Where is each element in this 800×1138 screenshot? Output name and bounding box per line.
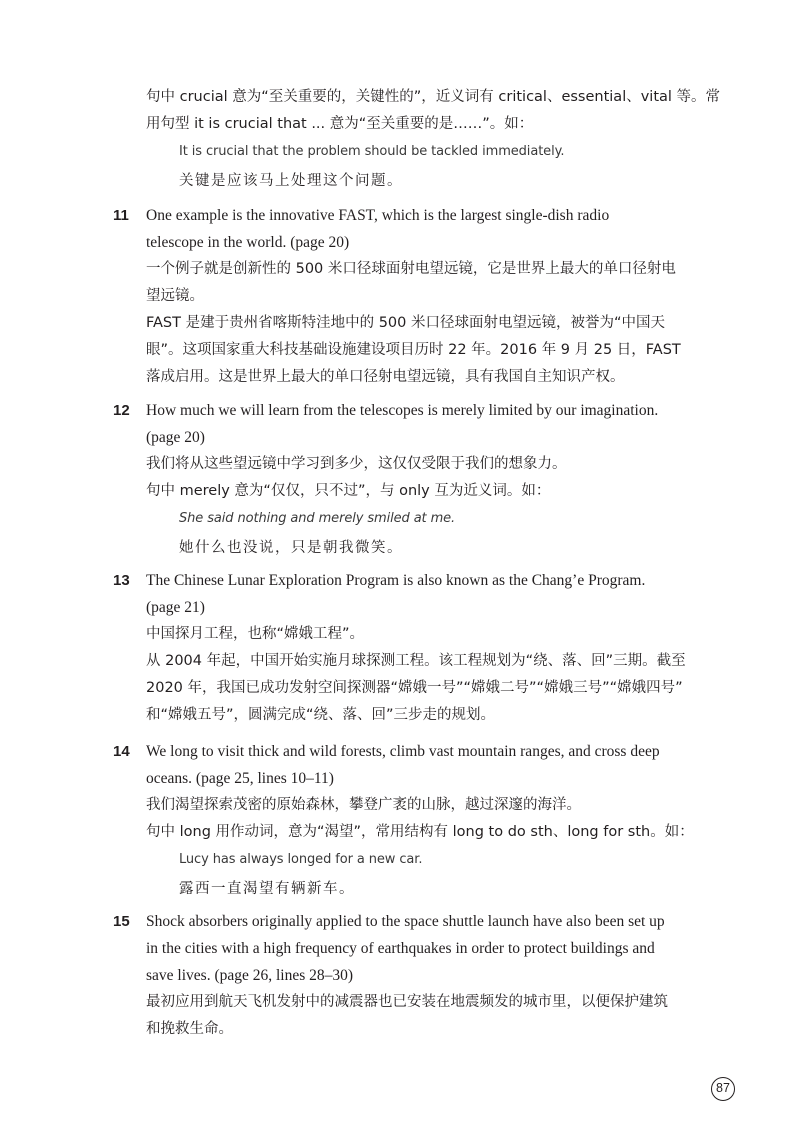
intro-paragraph xyxy=(146,84,721,196)
entry-sentence-line: in the cities with a high frequency of earthquakes in order to protect buildings and xyxy=(146,940,655,957)
entry-note-line: 和“嫦娥五号”，圆满完成“绕、落、回”三步走的规划。 xyxy=(146,707,496,723)
entry-translation-line: 我们将从这些望远镜中学习到多少，这仅仅受限于我们的想象力。 xyxy=(146,456,567,472)
entry-number: 12 xyxy=(113,402,130,419)
page-number-badge: 87 xyxy=(711,1077,735,1101)
example-chinese: 她什么也没说，只是朝我微笑。 xyxy=(179,540,403,556)
intro-line: 用句型 it is crucial that ... 意为“至关重要的是……”。如： xyxy=(146,116,534,132)
entry-note-line: 眼”。这项国家重大科技基础设施建设项目历时 22 年。2016 年 9 月 25 日，FAST xyxy=(146,342,681,358)
entry-translation-line: 中国探月工程，也称“嫦娥工程”。 xyxy=(146,626,365,642)
intro-line: 句中 crucial 意为“至关重要的，关键性的”，近义词有 critical、essential、vital 等。常 xyxy=(146,89,721,105)
entry-translation-line: 望远镜。 xyxy=(146,288,204,304)
entry-note-line: 句中 merely 意为“仅仅，只不过”，与 only 互为近义词。如： xyxy=(146,483,551,499)
example-english: It is crucial that the problem should be tackled immediately. xyxy=(179,144,565,159)
entry-translation-line: 我们渴望探索茂密的原始森林，攀登广袤的山脉，越过深邃的海洋。 xyxy=(146,797,581,813)
entry-number: 11 xyxy=(113,207,129,224)
example-english: Lucy has always longed for a new car. xyxy=(179,852,423,867)
entry-number: 13 xyxy=(113,572,130,589)
entry-note-line: 落成启用。这是世界上最大的单口径射电望远镜，具有我国自主知识产权。 xyxy=(146,369,625,385)
example-english: She said nothing and merely smiled at me. xyxy=(179,511,456,526)
entry-sentence-line: Shock absorbers originally applied to the space shuttle launch have also been set up xyxy=(146,913,665,930)
entry-note-line: 2020 年，我国已成功发射空间探测器“嫦娥一号”“嫦娥二号”“嫦娥三号”“嫦娥四号” xyxy=(146,680,683,696)
entry-sentence-line: The Chinese Lunar Exploration Program is also known as the Chang’e Program. xyxy=(146,572,646,589)
entry-sentence-line: One example is the innovative FAST, which is the largest single-dish radio xyxy=(146,207,610,224)
entry-number: 14 xyxy=(113,743,130,760)
entry-example xyxy=(179,846,693,904)
entry-sentence-line: save lives. (page 26, lines 28–30) xyxy=(146,967,354,984)
entry-note-line: FAST 是建于贵州省喀斯特洼地中的 500 米口径球面射电望远镜，被誉为“中国天 xyxy=(146,315,666,331)
entry-sentence-line: oceans. (page 25, lines 10–11) xyxy=(146,770,334,787)
example-chinese: 露西一直渴望有辆新车。 xyxy=(179,881,355,897)
entry-note-line: 句中 long 用作动词，意为“渴望”，常用结构有 long to do sth、long for sth。如： xyxy=(146,824,694,840)
entry-sentence-line: (page 20) xyxy=(146,429,205,446)
entry-example xyxy=(179,505,693,563)
entry-translation-line: 和挽救生命。 xyxy=(146,1021,233,1037)
entry-number: 15 xyxy=(113,913,130,930)
entry-sentence-line: telescope in the world. (page 20) xyxy=(146,234,350,251)
entry-translation-line: 一个例子就是创新性的 500 米口径球面射电望远镜，它是世界上最大的单口径射电 xyxy=(146,261,676,277)
entry-sentence-line: (page 21) xyxy=(146,599,205,616)
entry-translation-line: 最初应用到航天飞机发射中的减震器也已安装在地震频发的城市里，以便保护建筑 xyxy=(146,994,668,1010)
example-chinese: 关键是应该马上处理这个问题。 xyxy=(179,173,403,189)
entry-sentence-line: We long to visit thick and wild forests, climb vast mountain ranges, and cross deep xyxy=(146,743,660,760)
entry-sentence-line: How much we will learn from the telescopes is merely limited by our imagination. xyxy=(146,402,659,419)
entry-note-line: 从 2004 年起，中国开始实施月球探测工程。该工程规划为“绕、落、回”三期。截至 xyxy=(146,653,686,669)
intro-example xyxy=(179,138,691,196)
